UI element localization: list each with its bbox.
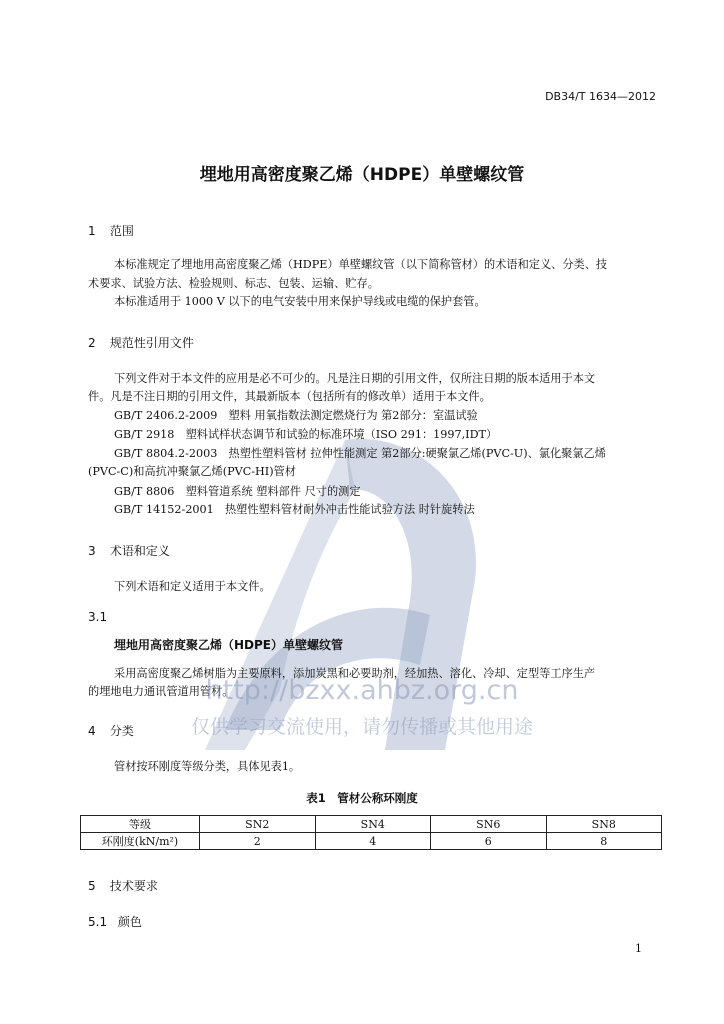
watermark-logo [185,430,545,760]
watermark-note: 仅供学习交流使用，请勿传播或其他用途 [190,716,533,738]
subsection-number-3-1: 3.1 [88,610,108,624]
reference-item: GB/T 8804.2-2003 热塑性塑料管材 拉伸性能测定 第2部分:硬聚氯乙烯(PVC-U)、氯化聚氯乙烯 [114,447,606,460]
section-number: 4 [88,724,96,738]
table-cell: 8 [546,833,662,850]
section-heading-1 [88,222,134,239]
section-heading-3 [88,542,170,559]
paragraph: 管材按环刚度等级分类，具体见表1。 [114,760,301,773]
section-number: 5.1 [88,915,108,929]
watermark-url: http://bzxx.ahbz.org.cn [205,675,519,706]
reference-item: GB/T 8806 塑料管道系统 塑料部件 尺寸的测定 [114,485,361,498]
section-number: 3 [88,544,96,558]
section-title: 技术要求 [109,879,158,893]
table-caption: 表1 管材公称环刚度 [306,791,418,805]
table-cell: 4 [315,833,431,850]
reference-item: (PVC-C)和高抗冲聚氯乙烯(PVC-HI)管材 [88,465,296,478]
term-name: 埋地用高密度聚乙烯（HDPE）单壁螺纹管 [114,638,343,652]
section-title: 范围 [109,224,134,238]
paragraph: 下列术语和定义适用于本文件。 [114,580,271,593]
table-cell: 2 [200,833,316,850]
table-row [81,816,662,833]
reference-item: GB/T 14152-2001 热塑性塑料管材耐外冲击性能试验方法 时针旋转法 [114,503,475,516]
paragraph: 术要求、试验方法、检验规则、标志、包装、运输、贮存。 [88,277,379,290]
table-cell: SN2 [200,816,316,833]
paragraph: 的埋地电力通讯管道用管材。 [88,685,234,698]
paragraph: 下列文件对于本文件的应用是必不可少的。凡是注日期的引用文件，仅所注日期的版本适用于本文 [114,372,596,385]
paragraph: 件。凡是不注日期的引用文件，其最新版本（包括所有的修改单）适用于本文件。 [88,390,491,403]
reference-item: GB/T 2406.2-2009 塑料 用氧指数法测定燃烧行为 第2部分：室温试验 [114,409,478,422]
table-cell: SN4 [315,816,431,833]
section-title: 术语和定义 [109,544,170,558]
table-row [81,833,662,850]
section-title: 分类 [109,724,134,738]
standard-number: DB34/T 1634—2012 [545,90,656,103]
table-header-cell: 环刚度(kN/m²) [81,833,200,850]
section-title: 规范性引用文件 [109,336,194,350]
stiffness-table [80,815,662,850]
table-header-cell: 等级 [81,816,200,833]
section-heading-5 [88,877,158,894]
table-cell: 6 [431,833,547,850]
section-number: 1 [88,224,96,238]
section-title: 颜色 [117,915,142,929]
table-cell: SN6 [431,816,547,833]
section-number: 5 [88,879,96,893]
paragraph: 本标准适用于 1000 V 以下的电气安装中用来保护导线或电缆的保护套管。 [114,295,486,308]
section-number: 2 [88,336,96,350]
paragraph: 采用高密度聚乙烯树脂为主要原料，添加炭黑和必要助剂，经加热、溶化、冷却、定型等工序生产 [114,667,596,680]
section-heading-4 [88,722,134,739]
reference-item: GB/T 2918 塑料试样状态调节和试验的标准环境（ISO 291：1997,IDT） [114,428,498,441]
table-cell: SN8 [546,816,662,833]
section-heading-5-1 [88,913,142,930]
document-title: 埋地用高密度聚乙烯（HDPE）单壁螺纹管 [199,165,525,185]
page-number: 1 [635,942,642,955]
paragraph: 本标准规定了埋地用高密度聚乙烯（HDPE）单壁螺纹管（以下简称管材）的术语和定义、分类、技 [114,258,608,271]
section-heading-2 [88,334,194,351]
